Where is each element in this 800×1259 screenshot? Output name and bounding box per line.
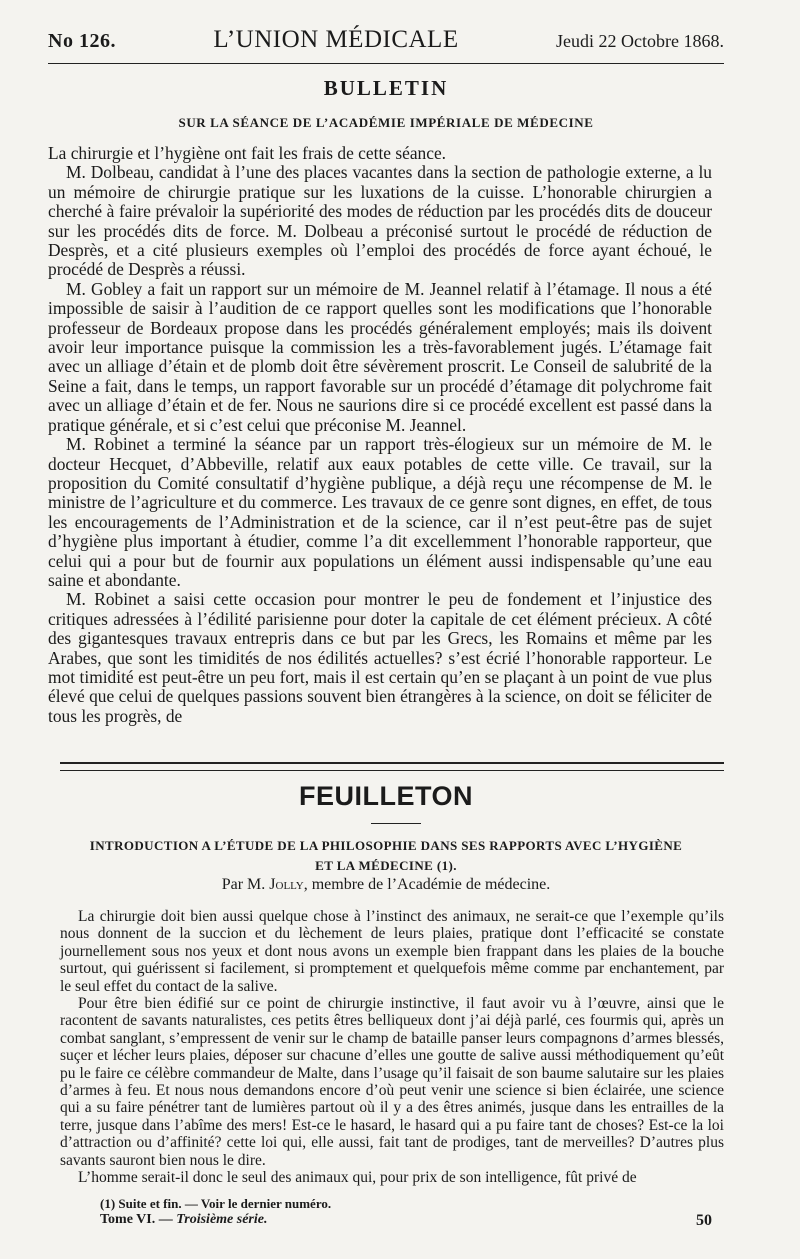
title-underline bbox=[371, 823, 421, 824]
feuilleton-subtitle bbox=[48, 836, 724, 876]
author-name: Jolly bbox=[269, 876, 304, 893]
feuilleton-subtitle-line: ET LA MÉDECINE (1). bbox=[315, 858, 457, 873]
page-footer bbox=[100, 1212, 712, 1230]
author-line bbox=[48, 876, 724, 894]
feuilleton-body bbox=[60, 908, 724, 1187]
author-prefix: Par M. bbox=[221, 876, 266, 893]
volume-info bbox=[100, 1212, 267, 1230]
author-suffix: , membre de l’Académie de médecine. bbox=[303, 876, 551, 893]
volume-label: Tome VI. — bbox=[100, 1212, 173, 1227]
feuilleton-subtitle-line: INTRODUCTION A L’ÉTUDE DE LA PHILOSOPHIE DANS SES RAPPORTS AVEC L’HYGIÈNE bbox=[89, 838, 683, 853]
bulletin-title: BULLETIN bbox=[323, 76, 449, 100]
feuilleton-paragraph: L’homme serait-il donc le seul des animaux qui, pour prix de son intelligence, fût privé de bbox=[78, 1169, 637, 1187]
bulletin-paragraph: M. Robinet a saisi cette occasion pour montrer le peu de fondement et l’injustice des critiques adressées à l’édilité parisienne pour doter la capitale de cet élément précieux. A côté des gigantesques travaux entrepris dans ce but par les Grecs, les Romains et même par les Arabes, que sont les timidités de nos édilités actuelles? s’est écrié l’honorable rapporteur. Le mot timidité est peut-être un peu fort, mais il est certain qu’en se plaçant à un point de vue plus élevé que celui de quelques passions souvent bien étrangères à la science, on doit se féliciter de tous les progrès, de bbox=[48, 589, 712, 726]
bulletin-body bbox=[48, 144, 712, 726]
footnote: (1) Suite et fin. — Voir le dernier numéro. bbox=[100, 1196, 332, 1211]
feuilleton-title: FEUILLETON bbox=[298, 781, 473, 811]
bulletin-subtitle: SUR LA SÉANCE DE L’ACADÉMIE IMPÉRIALE DE MÉDECINE bbox=[178, 115, 594, 130]
feuilleton-paragraph: La chirurgie doit bien aussi quelque chose à l’instinct des animaux, ne serait-ce que l’exemple qu’ils nous donnent de la succion et du lèchement de leurs plaies, pratique dont l’efficacité se constate journellement sous nos yeux et dont nous avons un exemple bien frappant dans les plaies de la bouche surtout, qui guérissent si facilement, si promptement et quelquefois même comme par enchantement, par le seul effet du contact de la salive. bbox=[60, 908, 724, 995]
section-divider bbox=[60, 762, 724, 771]
page-number: 50 bbox=[696, 1212, 712, 1229]
journal-title: L’UNION MÉDICALE bbox=[213, 26, 459, 53]
bulletin-paragraph: M. Dolbeau, candidat à l’une des places vacantes dans la section de pathologie externe, a lu un mémoire de chirurgie pratique sur les luxations de la cuisse. L’honorable chirurgien a cherché à faire prévaloir la supériorité des modes de réduction par les procédés dits de douceur sur les procédés dits de force. M. Dolbeau a préconisé surtout le procédé de réduction de Desprès, et a cité plusieurs exemples où l’emploi des procédés de force ayant échoué, le procédé de Desprès a réussi. bbox=[48, 162, 712, 280]
bulletin-paragraph: M. Gobley a fait un rapport sur un mémoire de M. Jeannel relatif à l’étamage. Il nous a été impossible de saisir à l’audition de ce rapport quelles sont les modifications que l’honorable professeur de Bordeaux propose dans les procédés généralement employés; mais ils doivent avoir leur importance puisque la commission les a très-favorablement jugés. L’étamage fait avec un alliage d’étain et de plomb doit être sévèrement proscrit. Le Conseil de salubrité de la Seine a fait, dans le temps, un rapport favorable sur un procédé d’étamage dit polychrome fait avec un alliage d’étain et de fer. Nous ne saurions dire si ce procédé excellent est passé dans la pratique générale, et si c’est celui que préconise M. Jeannel. bbox=[48, 278, 712, 435]
bulletin-paragraph: M. Robinet a terminé la séance par un rapport très-élogieux sur un mémoire de M. le docteur Hecquet, d’Abbeville, relatif aux eaux potables de cette ville. Ce travail, sur la proposition du Comité consultatif d’hygiène publique, a déjà reçu une récompense de M. le ministre de l’agriculture et du commerce. Les travaux de ce genre sont dignes, en effet, de tous les encouragements de l’Administration et de la science, car il n’est peut-être pas de sujet d’hygiène plus important à étudier, comme l’a dit excellemment l’honorable rapporteur, que celui qui a pour but de fournir aux populations un élément aussi indispensable qu’une eau saine et abondante. bbox=[48, 434, 712, 590]
masthead bbox=[48, 26, 724, 60]
issue-date: Jeudi 22 Octobre 1868. bbox=[556, 31, 724, 51]
bulletin-paragraph: La chirurgie et l’hygiène ont fait les frais de cette séance. bbox=[48, 143, 447, 163]
issue-number: No 126. bbox=[48, 30, 116, 52]
header-rule bbox=[48, 63, 724, 64]
feuilleton-paragraph: Pour être bien édifié sur ce point de chirurgie instinctive, il faut avoir vu à l’œuvre, ainsi que le racontent de savants naturalistes, ces petits êtres belliqueux dont j’ai déjà parlé, ces fourmis qui, après un combat sanglant, s’empressent de venir sur le champ de bataille panser leurs compagnons d’armes blessés, suçer et lécher leurs plaies, déposer sur chacune d’elles une goutte de salive aussi méthodiquement qu’eût pu le faire ce célèbre commandeur de Malte, dans l’usage qu’il faisait de son baume salutaire sur les plaies d’armes à feu. Et nous nous demandons encore d’où peut venir une science si bien éclairée, une science qui a su faire pénétrer tant de lumières partout où il y a des êtres animés, jusque dans les entrailles de la terre, jusque dans l’abîme des mers! Est-ce le hasard, le hasard qui a pu faire tant de choses? Est-ce la loi d’attraction ou d’affinité? cette loi qui, elle aussi, fait tant de prodiges, tant de merveilles? D’autres plus savants sauront bien nous le dire. bbox=[60, 995, 724, 1169]
series-label: Troisième série. bbox=[176, 1212, 268, 1227]
